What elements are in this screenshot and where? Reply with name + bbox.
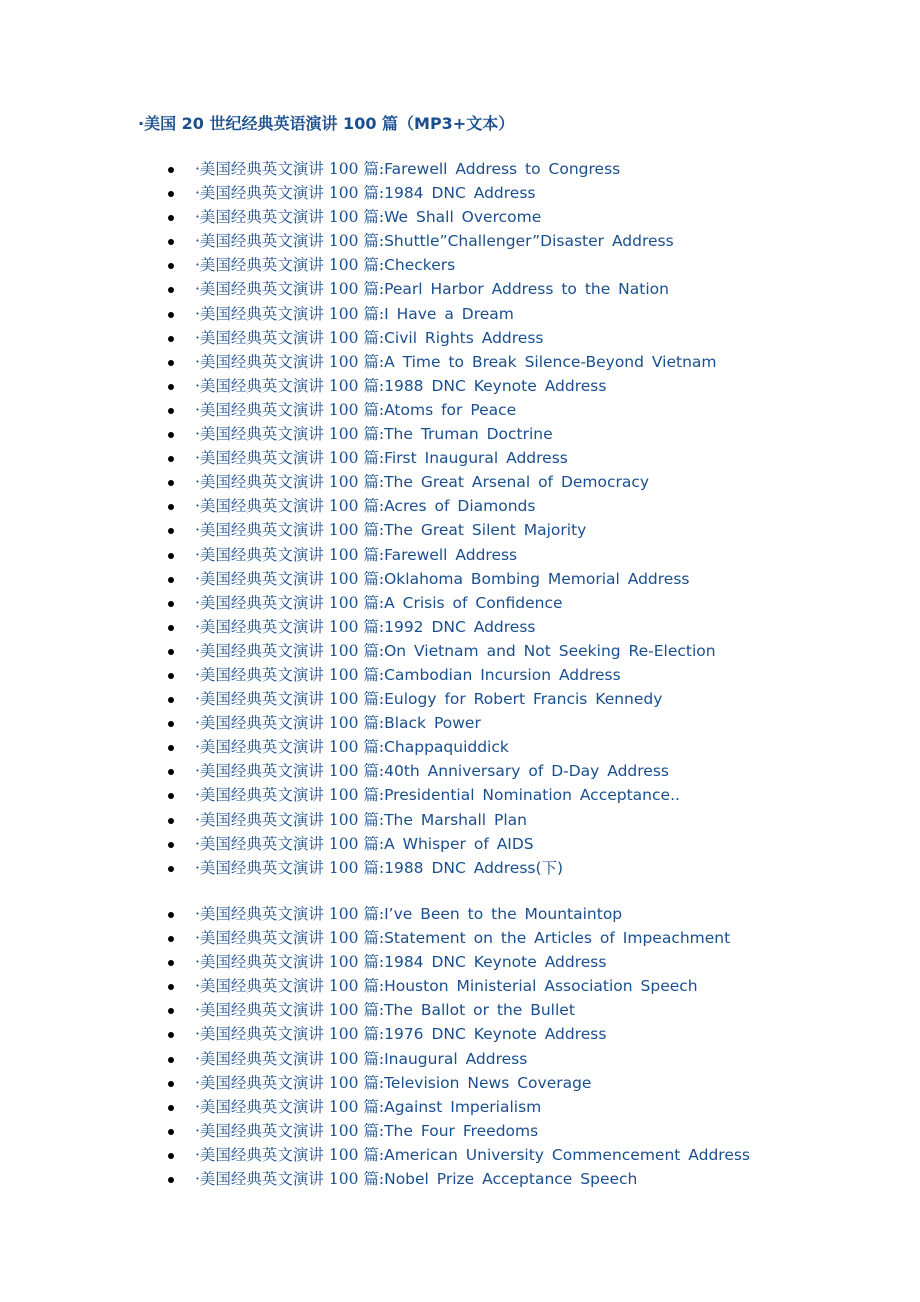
speech-prefix: ·美国经典英文演讲 100 篇:: [195, 1097, 385, 1116]
speech-prefix: ·美国经典英文演讲 100 篇:: [195, 617, 385, 636]
speech-link[interactable]: [195, 253, 455, 277]
speech-link[interactable]: [195, 974, 698, 998]
speech-prefix: ·美国经典英文演讲 100 篇:: [195, 858, 385, 877]
speech-link[interactable]: [195, 902, 622, 926]
speech-prefix: ·美国经典英文演讲 100 篇:: [195, 786, 385, 805]
speech-link[interactable]: [195, 374, 606, 398]
bullet-icon: [168, 697, 174, 703]
bullet-icon: [168, 432, 174, 438]
speech-prefix: ·美国经典英文演讲 100 篇:: [195, 953, 385, 972]
speech-link[interactable]: [195, 856, 563, 880]
bullet-icon: [168, 601, 174, 607]
speech-title: First Inaugural Address: [384, 449, 568, 468]
speech-list-item[interactable]: [0, 398, 900, 422]
speech-list-item[interactable]: [0, 494, 900, 518]
speech-prefix: ·美国经典英文演讲 100 篇:: [195, 232, 385, 251]
bullet-icon: [168, 912, 174, 918]
speech-title: Houston Ministerial Association Speech: [384, 977, 698, 996]
bullet-icon: [168, 769, 174, 775]
speech-prefix: ·美国经典英文演讲 100 篇:: [195, 641, 385, 660]
speech-list-item[interactable]: [0, 639, 900, 663]
speech-list-item[interactable]: [0, 998, 900, 1022]
bullet-icon: [168, 793, 174, 799]
speech-prefix: ·美国经典英文演讲 100 篇:: [195, 1170, 385, 1189]
speech-title: 40th Anniversary of D-Day Address: [384, 762, 669, 781]
speech-link[interactable]: [195, 808, 527, 832]
speech-title: Pearl Harbor Address to the Nation: [384, 280, 669, 299]
speech-list-item[interactable]: [0, 783, 900, 807]
speech-list-item[interactable]: [0, 663, 900, 687]
speech-title: On Vietnam and Not Seeking Re-Election: [384, 641, 716, 660]
speech-link[interactable]: [195, 470, 649, 494]
speech-list-item[interactable]: [0, 832, 900, 856]
speech-link[interactable]: [195, 229, 674, 253]
speech-list-item[interactable]: [0, 950, 900, 974]
speech-title: Presidential Nomination Acceptance..: [384, 786, 680, 805]
speech-title: The Great Arsenal of Democracy: [384, 473, 650, 492]
speech-link[interactable]: [195, 326, 543, 350]
speech-list-item[interactable]: [0, 615, 900, 639]
bullet-icon: [168, 818, 174, 824]
speech-link[interactable]: [195, 687, 662, 711]
bullet-icon: [168, 745, 174, 751]
speech-title: Eulogy for Robert Francis Kennedy: [384, 690, 663, 709]
speech-title: 1988 DNC Address(下): [384, 858, 564, 877]
bullet-icon: [168, 960, 174, 966]
bullet-icon: [168, 456, 174, 462]
speech-title: 1984 DNC Address: [384, 184, 536, 203]
speech-link[interactable]: [195, 615, 535, 639]
speech-link[interactable]: [195, 783, 680, 807]
speech-link[interactable]: [195, 567, 690, 591]
speech-prefix: ·美国经典英文演讲 100 篇:: [195, 304, 385, 323]
speech-title: I’ve Been to the Mountaintop: [384, 905, 623, 923]
speech-title: Inaugural Address: [384, 1049, 528, 1068]
speech-title: A Whisper of AIDS: [384, 834, 534, 853]
speech-list-item[interactable]: [0, 759, 900, 783]
bullet-icon: [168, 287, 174, 293]
speech-title: Checkers: [384, 256, 456, 275]
speech-prefix: ·美国经典英文演讲 100 篇:: [195, 160, 385, 178]
speech-title: 1988 DNC Keynote Address: [384, 376, 607, 395]
speech-link[interactable]: [195, 302, 514, 326]
speech-link[interactable]: [195, 494, 535, 518]
bullet-icon: [168, 408, 174, 414]
speech-list-item[interactable]: [0, 157, 900, 181]
speech-list-item[interactable]: [0, 1119, 900, 1143]
speech-list-item[interactable]: [0, 374, 900, 398]
speech-link[interactable]: [195, 926, 730, 950]
speech-list-item[interactable]: [0, 302, 900, 326]
bullet-icon: [168, 936, 174, 942]
speech-prefix: ·美国经典英文演讲 100 篇:: [195, 425, 385, 444]
bullet-icon: [168, 721, 174, 727]
speech-link[interactable]: [195, 591, 563, 615]
speech-link[interactable]: [195, 277, 669, 301]
speech-list-item[interactable]: [0, 902, 900, 926]
speech-list-item[interactable]: [0, 518, 900, 542]
speech-list-item[interactable]: [0, 711, 900, 735]
bullet-icon: [168, 191, 174, 197]
speech-prefix: ·美国经典英文演讲 100 篇:: [195, 280, 385, 299]
speech-prefix: ·美国经典英文演讲 100 篇:: [195, 593, 385, 612]
speech-title: American University Commencement Address: [384, 1145, 751, 1164]
speech-link[interactable]: [195, 543, 517, 567]
speech-title: Acres of Diamonds: [384, 497, 536, 516]
speech-prefix: ·美国经典英文演讲 100 篇:: [195, 352, 385, 371]
speech-link[interactable]: [195, 1071, 591, 1095]
speech-title: Farewell Address: [384, 545, 518, 564]
bullet-icon: [168, 1105, 174, 1111]
speech-link[interactable]: [195, 181, 535, 205]
speech-link[interactable]: [195, 1119, 538, 1143]
speech-prefix: ·美国经典英文演讲 100 篇:: [195, 497, 385, 516]
bullet-icon: [168, 336, 174, 342]
speech-list-item[interactable]: [0, 591, 900, 615]
speech-title: I Have a Dream: [384, 304, 514, 323]
bullet-icon: [168, 312, 174, 318]
speech-prefix: ·美国经典英文演讲 100 篇:: [195, 810, 385, 829]
speech-title: Oklahoma Bombing Memorial Address: [384, 569, 690, 588]
bullet-icon: [168, 1129, 174, 1135]
speech-link[interactable]: [195, 350, 717, 374]
speech-list-item[interactable]: [0, 422, 900, 446]
bullet-icon: [168, 480, 174, 486]
speech-title: Atoms for Peace: [384, 400, 517, 419]
speech-list-item[interactable]: [0, 1071, 900, 1095]
speech-link[interactable]: [195, 735, 509, 759]
speech-link[interactable]: [195, 832, 534, 856]
speech-link[interactable]: [195, 950, 606, 974]
speech-title: Farewell Address to Congress: [384, 160, 621, 178]
speech-prefix: ·美国经典英文演讲 100 篇:: [195, 208, 385, 227]
speech-list-item[interactable]: [0, 567, 900, 591]
speech-link[interactable]: [195, 1143, 750, 1167]
speech-list-item[interactable]: [0, 1095, 900, 1119]
speech-list-item[interactable]: [0, 470, 900, 494]
bullet-icon: [168, 167, 174, 173]
speech-link[interactable]: [195, 1022, 606, 1046]
speech-prefix: ·美国经典英文演讲 100 篇:: [195, 449, 385, 468]
speech-prefix: ·美国经典英文演讲 100 篇:: [195, 545, 385, 564]
speech-list-item[interactable]: [0, 277, 900, 301]
speech-prefix: ·美国经典英文演讲 100 篇:: [195, 1025, 385, 1044]
bullet-icon: [168, 215, 174, 221]
speech-prefix: ·美国经典英文演讲 100 篇:: [195, 400, 385, 419]
speech-list-item[interactable]: [0, 205, 900, 229]
speech-title: The Great Silent Majority: [384, 521, 587, 540]
speech-title: Television News Coverage: [384, 1073, 592, 1092]
speech-prefix: ·美国经典英文演讲 100 篇:: [195, 905, 385, 923]
speech-list-item[interactable]: [0, 1167, 900, 1191]
speech-prefix: ·美国经典英文演讲 100 篇:: [195, 665, 385, 684]
bullet-icon: [168, 577, 174, 583]
speech-prefix: ·美国经典英文演讲 100 篇:: [195, 569, 385, 588]
speech-title: A Crisis of Confidence: [384, 593, 563, 612]
bullet-icon: [168, 360, 174, 366]
speech-title: The Ballot or the Bullet: [384, 1001, 575, 1020]
speech-list-item[interactable]: [0, 229, 900, 253]
speech-link[interactable]: [195, 157, 620, 181]
speech-title: 1992 DNC Address: [384, 617, 536, 636]
speech-title: A Time to Break Silence-Beyond Vietnam: [384, 352, 717, 371]
speech-prefix: ·美国经典英文演讲 100 篇:: [195, 929, 385, 948]
bullet-icon: [168, 842, 174, 848]
speech-prefix: ·美国经典英文演讲 100 篇:: [195, 738, 385, 757]
speech-prefix: ·美国经典英文演讲 100 篇:: [195, 184, 385, 203]
speech-title: 1984 DNC Keynote Address: [384, 953, 607, 972]
speech-list-item[interactable]: [0, 350, 900, 374]
bullet-icon: [168, 553, 174, 559]
speech-list-item[interactable]: [0, 326, 900, 350]
speech-link[interactable]: [195, 1095, 541, 1119]
bullet-icon: [168, 1032, 174, 1038]
bullet-icon: [168, 673, 174, 679]
bullet-icon: [168, 1008, 174, 1014]
bullet-icon: [168, 625, 174, 631]
speech-list-item[interactable]: [0, 253, 900, 277]
speech-link[interactable]: [195, 998, 575, 1022]
speech-prefix: ·美国经典英文演讲 100 篇:: [195, 376, 385, 395]
speech-link[interactable]: [195, 639, 716, 663]
speech-link[interactable]: [195, 446, 568, 470]
speech-list-item[interactable]: [0, 181, 900, 205]
speech-list-item[interactable]: [0, 856, 900, 880]
speech-prefix: ·美国经典英文演讲 100 篇:: [195, 762, 385, 781]
bullet-icon: [168, 239, 174, 245]
speech-list-item[interactable]: [0, 926, 900, 950]
speech-title: Chappaquiddick: [384, 738, 509, 757]
bullet-icon: [168, 1177, 174, 1183]
speech-link[interactable]: [195, 518, 586, 542]
speech-title: Civil Rights Address: [384, 328, 544, 347]
speech-title: Cambodian Incursion Address: [384, 665, 621, 684]
bullet-icon: [168, 866, 174, 872]
speech-link[interactable]: [195, 711, 481, 735]
speech-link[interactable]: [195, 759, 669, 783]
speech-list-item[interactable]: [0, 446, 900, 470]
speech-list-item[interactable]: [0, 1143, 900, 1167]
speech-title: 1976 DNC Keynote Address: [384, 1025, 607, 1044]
speech-link[interactable]: [195, 205, 541, 229]
speech-link[interactable]: [195, 1047, 527, 1071]
speech-title: Black Power: [384, 714, 481, 733]
speech-link[interactable]: [195, 1167, 637, 1191]
speech-list-part-one: [0, 157, 900, 880]
speech-prefix: ·美国经典英文演讲 100 篇:: [195, 473, 385, 492]
document-heading: ·美国 20 世纪经典英语演讲 100 篇（MP3+文本）: [138, 114, 515, 133]
bullet-icon: [168, 984, 174, 990]
speech-prefix: ·美国经典英文演讲 100 篇:: [195, 714, 385, 733]
speech-link[interactable]: [195, 422, 553, 446]
speech-list-part-two: [0, 902, 900, 1191]
bullet-icon: [168, 528, 174, 534]
speech-prefix: ·美国经典英文演讲 100 篇:: [195, 690, 385, 709]
speech-prefix: ·美国经典英文演讲 100 篇:: [195, 834, 385, 853]
bullet-icon: [168, 504, 174, 510]
speech-prefix: ·美国经典英文演讲 100 篇:: [195, 521, 385, 540]
speech-list-item[interactable]: [0, 735, 900, 759]
speech-title: The Four Freedoms: [384, 1121, 539, 1140]
speech-list-item[interactable]: [0, 1022, 900, 1046]
speech-link[interactable]: [195, 398, 516, 422]
speech-prefix: ·美国经典英文演讲 100 篇:: [195, 977, 385, 996]
speech-prefix: ·美国经典英文演讲 100 篇:: [195, 256, 385, 275]
speech-prefix: ·美国经典英文演讲 100 篇:: [195, 1121, 385, 1140]
speech-prefix: ·美国经典英文演讲 100 篇:: [195, 328, 385, 347]
speech-list-item[interactable]: [0, 687, 900, 711]
speech-title: Nobel Prize Acceptance Speech: [384, 1170, 638, 1189]
bullet-icon: [168, 1153, 174, 1159]
speech-title: The Truman Doctrine: [384, 425, 553, 444]
speech-title: Shuttle”Challenger”Disaster Address: [384, 232, 674, 251]
bullet-icon: [168, 263, 174, 269]
speech-title: We Shall Overcome: [384, 208, 542, 227]
speech-title: The Marshall Plan: [384, 810, 528, 829]
speech-prefix: ·美国经典英文演讲 100 篇:: [195, 1001, 385, 1020]
speech-list-item[interactable]: [0, 543, 900, 567]
speech-title: Statement on the Articles of Impeachment: [384, 929, 731, 948]
speech-title: Against Imperialism: [384, 1097, 542, 1116]
bullet-icon: [168, 1081, 174, 1087]
bullet-icon: [168, 649, 174, 655]
bullet-icon: [168, 1057, 174, 1063]
speech-link[interactable]: [195, 663, 621, 687]
bullet-icon: [168, 384, 174, 390]
speech-list-item[interactable]: [0, 808, 900, 832]
speech-list-item[interactable]: [0, 974, 900, 998]
speech-prefix: ·美国经典英文演讲 100 篇:: [195, 1049, 385, 1068]
speech-prefix: ·美国经典英文演讲 100 篇:: [195, 1145, 385, 1164]
speech-list-item[interactable]: [0, 1047, 900, 1071]
speech-prefix: ·美国经典英文演讲 100 篇:: [195, 1073, 385, 1092]
